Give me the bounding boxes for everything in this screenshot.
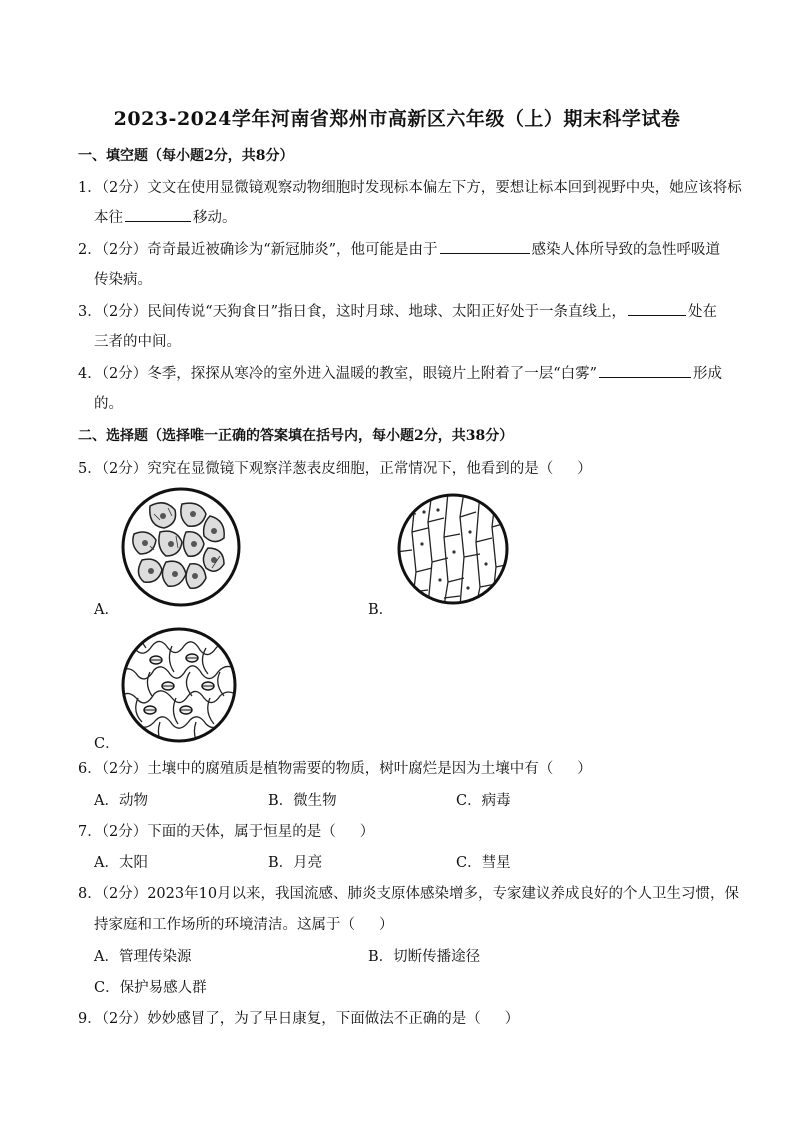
question-9-stem: 9．（2分）妙妙感冒了，为了早日康复，下面做法不正确的是（ ） bbox=[78, 1011, 520, 1027]
option-a-label: A． bbox=[94, 602, 119, 618]
section-choice-heading: 二、选择题（选择唯一正确的答案填在括号内，每小题2分，共38分） bbox=[78, 428, 514, 444]
question-7-option-a[interactable]: A．太阳 bbox=[94, 855, 148, 871]
question-4-line2: 的。 bbox=[94, 396, 123, 412]
question-8-option-c[interactable]: C．保护易感人群 bbox=[94, 980, 207, 996]
question-2-line2: 传染病。 bbox=[94, 272, 152, 288]
question-3-line2: 三者的中间。 bbox=[94, 334, 181, 350]
option-b-cell-image[interactable] bbox=[396, 492, 510, 606]
question-7-stem: 7．（2分）下面的天体，属于恒星的是（ ） bbox=[78, 824, 375, 840]
question-4-line1: 4．（2分）冬季，探探从寒冷的室外进入温暖的教室，眼镜片上附着了一层“白雾” 形成 bbox=[78, 362, 722, 383]
question-3-line1: 3．（2分）民间传说“天狗食日”指日食，这时月球、地球、太阳正好处于一条直线上， 处在 bbox=[78, 300, 717, 321]
question-6-option-a[interactable]: A．动物 bbox=[94, 793, 148, 809]
question-8-option-a[interactable]: A．管理传染源 bbox=[94, 949, 192, 965]
answer-blank[interactable] bbox=[628, 301, 686, 316]
answer-blank[interactable] bbox=[440, 239, 530, 254]
question-8-line2: 持家庭和工作场所的环境清洁。这属于（ ） bbox=[94, 917, 394, 933]
section-fill-blank-heading: 一、填空题（每小题2分，共8分） bbox=[78, 148, 294, 164]
option-c-cell-image[interactable] bbox=[120, 626, 238, 744]
question-8-line1: 8．（2分）2023年10月以来，我国流感、肺炎支原体感染增多，专家建议养成良好的个人卫生习惯，保 bbox=[78, 886, 740, 902]
question-6-option-b[interactable]: B．微生物 bbox=[268, 793, 337, 809]
question-1-line2: 本往 移动。 bbox=[94, 206, 237, 227]
option-a-cell-image[interactable] bbox=[120, 486, 242, 608]
option-b-label: B． bbox=[368, 602, 394, 618]
question-6-stem: 6．（2分）土壤中的腐殖质是植物需要的物质，树叶腐烂是因为土壤中有（ ） bbox=[78, 761, 592, 777]
answer-blank[interactable] bbox=[125, 207, 191, 222]
question-8-option-b[interactable]: B．切断传播途径 bbox=[368, 949, 481, 965]
exam-title: 2023-2024学年河南省郑州市高新区六年级（上）期末科学试卷 bbox=[113, 108, 681, 130]
question-7-option-c[interactable]: C．彗星 bbox=[456, 855, 511, 871]
option-c-label: C． bbox=[94, 736, 120, 752]
question-2-line1: 2．（2分）奇奇最近被确诊为“新冠肺炎”，他可能是由于 感染人体所导致的急性呼吸道 bbox=[78, 238, 720, 259]
answer-blank[interactable] bbox=[599, 363, 691, 378]
question-1-line1: 1．（2分）文文在使用显微镜观察动物细胞时发现标本偏左下方，要想让标本回到视野中央，她应该将标 bbox=[78, 180, 742, 196]
question-7-option-b[interactable]: B．月亮 bbox=[268, 855, 323, 871]
question-6-option-c[interactable]: C．病毒 bbox=[456, 793, 511, 809]
question-5-stem: 5．（2分）究究在显微镜下观察洋葱表皮细胞，正常情况下，他看到的是（ ） bbox=[78, 461, 592, 477]
